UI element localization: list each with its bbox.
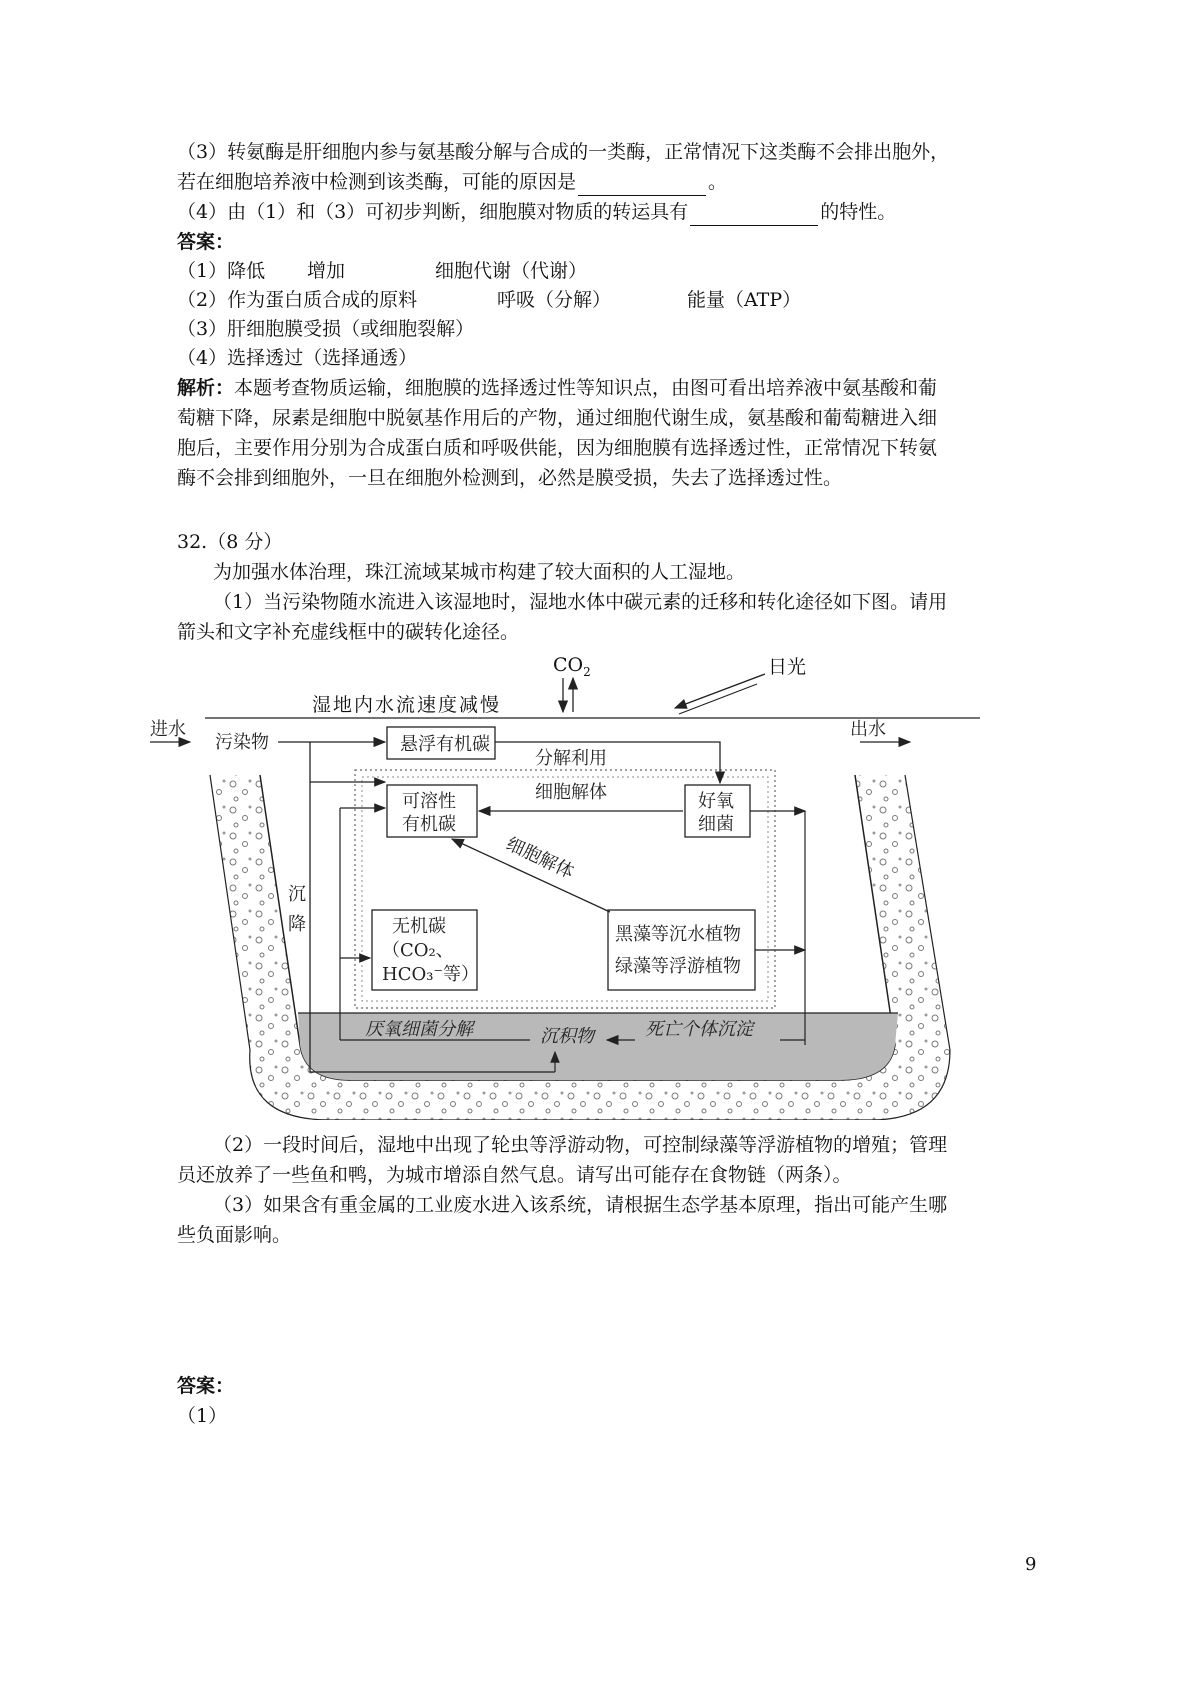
decompose-use-label: 分解利用 bbox=[535, 748, 607, 769]
water-out-label: 出水 bbox=[850, 719, 886, 740]
plants-label-2: 绿藻等浮游植物 bbox=[615, 956, 741, 977]
soluble-carbon-label-1: 可溶性 bbox=[402, 791, 456, 812]
q32-part1-line2: 箭头和文字补充虚线框中的碳转化途径。 bbox=[177, 621, 520, 643]
answer-1-b: 增加 bbox=[307, 260, 346, 282]
q31-part3-line2 bbox=[177, 168, 727, 196]
inorganic-label-2: （CO₂、 bbox=[382, 940, 454, 961]
q32-header: 32.（8 分） bbox=[177, 531, 283, 553]
pollutant-label: 污染物 bbox=[215, 732, 269, 753]
answer-2-b: 呼吸（分解） bbox=[497, 289, 612, 311]
dead-settle-label: 死亡个体沉淀 bbox=[645, 1019, 753, 1040]
analysis-line-1 bbox=[177, 374, 937, 402]
answer-2-c: 能量（ATP） bbox=[687, 289, 802, 311]
analysis-line-3: 胞后，主要作用分别为合成蛋白质和呼吸供能，因为细胞膜有选择透过性，正常情况下转氨 bbox=[177, 437, 938, 459]
co2-text-label: $CO_2$ bbox=[553, 654, 591, 679]
slow-water-label: 湿地内水流速度减慢 bbox=[312, 694, 502, 716]
q31-part3-line1: （3）转氨酶是肝细胞内参与氨基酸分解与合成的一类酶，正常情况下这类酶不会排出胞外， bbox=[177, 141, 950, 163]
page-number: 9 bbox=[1025, 1554, 1037, 1575]
sediment-label: 沉积物 bbox=[540, 1026, 594, 1047]
answer-line-1 bbox=[177, 257, 587, 285]
analysis-label: 解析： bbox=[177, 377, 235, 399]
co2-exchange-arrows bbox=[555, 676, 585, 716]
q32-part2-line2: 员还放养了一些鱼和鸭，为城市增添自然气息。请写出可能存在食物链（两条）。 bbox=[177, 1164, 852, 1186]
q31-part4-suffix: 的特性。 bbox=[820, 201, 897, 223]
answer-line-2 bbox=[177, 286, 801, 314]
analysis-line-4: 酶不会排到细胞外，一旦在细胞外检测到，必然是膜受损，失去了选择透过性。 bbox=[177, 467, 843, 489]
analysis-line-2: 萄糖下降，尿素是细胞中脱氨基作用后的产物，通过细胞代谢生成，氨基酸和葡萄糖进入细 bbox=[177, 407, 938, 429]
answer-1-a: （1）降低 bbox=[177, 260, 266, 282]
soluble-carbon-label-2: 有机碳 bbox=[402, 814, 456, 835]
plants-box bbox=[608, 910, 755, 990]
water-in-label: 进水 bbox=[150, 719, 186, 740]
q32-answer-1: （1） bbox=[177, 1405, 228, 1427]
q32-part3-line2: 些负面影响。 bbox=[177, 1224, 292, 1246]
q31-part4 bbox=[177, 198, 896, 226]
q32-part2-line1: （2）一段时间后，湿地中出现了轮虫等浮游动物，可控制绿藻等浮游植物的增殖；管理 bbox=[213, 1134, 948, 1156]
q31-part4-prefix: （4）由（1）和（3）可初步判断，细胞膜对物质的转运具有 bbox=[177, 201, 689, 223]
answer-line-4: （4）选择透过（选择通透） bbox=[177, 347, 418, 369]
aerobic-label-2: 细菌 bbox=[698, 814, 734, 835]
cell-lysis-top-label: 细胞解体 bbox=[535, 782, 607, 803]
q32-part1-line1: （1）当污染物随水流进入该湿地时，湿地水体中碳元素的迁移和转化途径如下图。请用 bbox=[213, 591, 948, 613]
q32-answer-label: 答案： bbox=[177, 1375, 235, 1397]
settle-label-1: 沉 bbox=[288, 884, 306, 905]
plants-label-1: 黑藻等沉水植物 bbox=[615, 924, 741, 945]
answer-1-c: 细胞代谢（代谢） bbox=[435, 260, 588, 282]
cell-lysis-diag-label: 细胞解体 bbox=[502, 833, 578, 883]
q32-part3-line1: （3）如果含有重金属的工业废水进入该系统，请根据生态学基本原理，指出可能产生哪 bbox=[213, 1194, 948, 1216]
answer-blank[interactable] bbox=[578, 173, 706, 196]
q31-part3-suffix: 。 bbox=[708, 171, 728, 193]
sunlight-label: 日光 bbox=[768, 656, 807, 678]
answer-line-3: （3）肝细胞膜受损（或细胞裂解） bbox=[177, 318, 475, 340]
aerobic-label-1: 好氧 bbox=[698, 791, 734, 812]
q31-part3-prefix: 若在细胞培养液中检测到该类酶，可能的原因是 bbox=[177, 171, 577, 193]
inorganic-label-1: 无机碳 bbox=[392, 916, 446, 937]
q32-intro: 为加强水体治理，珠江流域某城市构建了较大面积的人工湿地。 bbox=[213, 561, 746, 583]
answer-2-a: （2）作为蛋白质合成的原料 bbox=[177, 289, 418, 311]
settle-label-2: 降 bbox=[288, 914, 306, 935]
analysis-text-1: 本题考查物质运输，细胞膜的选择透过性等知识点，由图可看出培养液中氨基酸和葡 bbox=[234, 377, 938, 399]
sunlight-arrows bbox=[665, 668, 775, 718]
answer-label: 答案： bbox=[177, 231, 235, 253]
anaerobic-label: 厌氧细菌分解 bbox=[365, 1019, 473, 1040]
answer-blank[interactable] bbox=[690, 203, 818, 226]
wetland-carbon-diagram bbox=[150, 700, 1070, 1120]
suspended-carbon-label: 悬浮有机碳 bbox=[400, 734, 490, 755]
inorganic-label-3: HCO₃⁻等） bbox=[382, 964, 479, 985]
